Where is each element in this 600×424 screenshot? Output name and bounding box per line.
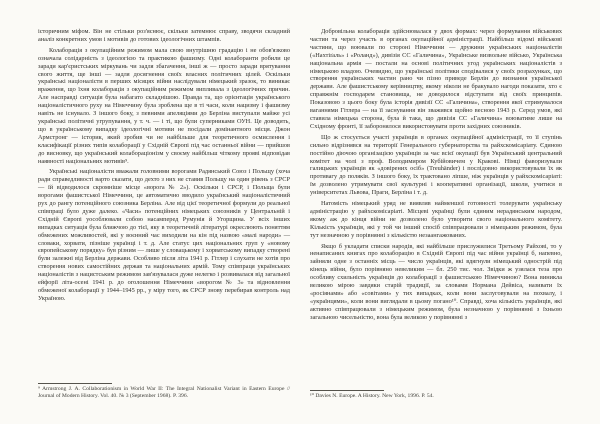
footnote-block: [38, 383, 290, 400]
paragraph: Колаборація з окупаційним режимом мала свою внутрішню градацію і не обов'язково означала солідарність з ідеологією та практикою фашизму. Одні колаборанти робили це заради кар'єристських міркувань чи задля збагачення, інші ж — просто заради врятування свого життя, ще інші — задля досягнення своїх власних політичних цілей. Оскільки українські націоналісти в перших місяцях війни наслідували німецький зразок, то виникає враження, що їхня колаборація з окупаційним режимом випливала з ідеологічних причин. Але насправді ситуація була набагато складнішою. Правда та, що орієнтація українського націоналістичного руху на Німеччину була зроблена ще в ті часи, коли нацизму і фашизму навіть не існувало. З іншого боку, з певними апеляціями до Берліна виступали майже усі українські політичні угрупування, у т. ч. — і ті, що були суперниками ОУН. Це доводить, що в українському випадку ідеологічні мотиви не посідали домінантного місця. Джон Армстронг — історик, який зробив чи не найбільше для теоретичного осмислення і класифікації різних типів колаборації у Східній Європі під час останньої війни — прийшов до висновку, що український колабораціонізм у своєму найбільш чіткому прояві відповідав наявності національних мотивів⁹.: [38, 46, 290, 165]
paragraph: Натомість німецький уряд не виявляв найменшої готовності толерувати українську адміністрацію у райхскомісаріаті. Місцеві українці були єдиним нерадянським народом, якому аж до кінця війни не дозволено було утворити свого національного комітету. Кількість українців, які у той чи інший спосіб співпрацювали з німецьким режимом, була тут незначною у порівнянні з кількістю незаангажованих.: [310, 200, 562, 239]
left-column-text: [38, 28, 290, 306]
paragraph: Добровільна колаборація здійснювалася у двох формах: через формування військових частин та через участь в органах окупаційної адміністрації. Найбільш відомі військові частини, що воювали по стороні Німеччини — дружини українських націоналістів («Нахтіґаль» і «Роланд»), дивізія СС «Галичина», Українське визвольне військо, Українська національна армія — постали на основі політичних угод українських націоналістів з німецькою владою. Очевидно, що українські політики сподівалися у своїх розрахунках, що створення українських частин рано чи пізно приведе Берлін до визнання української держави. Але фашистському керівництву, якому ніколи не бракувало нагоди показати, хто є справжнім господарем становища, не доводилося відступати від своїх принципів. Показовою з цього боку була історія дивізії СС «Галичина», створення якої стримувалося ваганнями Гітлера — на її заснування він зважився щойно весною 1943 р. Серед умов, які ставила німецька сторона, була й така, що дивізія СС «Галичина» воюватиме лише на Східному фронті, її заборонялося використовувати проти західних союзників.: [310, 28, 562, 130]
footnote-block: [310, 390, 562, 400]
footnote-separator: [310, 390, 384, 391]
right-column-text: [310, 28, 562, 325]
footnote-separator: [38, 383, 112, 384]
left-column: [38, 28, 290, 400]
paragraph: Українські націоналісти вважали головними ворогами Радянський Союз і Польщу (хоча ради справедливості варто сказати, що дехто з них не ставив Польщу на один рівень з СРСР — їй відводилося скромніше місце «ворога № 2»). Оскільки і СРСР, і Польща були ворогами фашистської Німеччини, це автоматично вводило український націоналістичний рух до рангу потенційного союзника Берліна. Але від цієї теоретичної формули до реальної співпраці було дуже далеко. «Часи» потенційних німецьких союзників у Центральній і Східній Європі уособлювали собою насамперед Румунія й Угорщина. У всіх інших випадках ситуація була ближчою до тієї, яку в теоретичній літературі окреслюють поняттям обмежених можливостей, які у воєнний час виходили на кін під назвою «малі народи» — словаки, хорвати, пізніше українці і т. д. Але статус цих національних груп у «новому європейському порядку» був різним — лише у словацькому і хорватському випадку створені були залежні від Берліна держави. Особливо після літа 1941 р. Гітлер і слухати не хотів про створення нових самостійних держав та національних армій. Тому співпраця українських націоналістів з нацистським режимом зав'язувалася дуже нелегко і розвивалася від загальної ейфорії літа-осені 1941 р. до оголошення Німеччини «ворогом № 3» та відновлення обмеженої колаборації у 1944–1945 рр., у міру того, як СРСР знову перебирав контроль над Україною.: [38, 168, 290, 302]
paragraph: Що ж стосується участі українців в органах окупаційної адміністрації, то її ступінь сильно відрізнявся на території Генерального губернаторства та райхскомісаріату. Єдиною постійно діючою організацією українців за час всієї окупації був Український центральний комітет на чолі з проф. Володимиром Кубійовичем у Кракові. Німці фаворизували галицьких українців як «довірених осіб» (Treuhänder) і послідовно використовували їх як противагу до поляків. З іншого боку, їх трактовано ліпше, ніж українців у райхскомісаріаті: їм дозволено утримувати свої культурні і кооперативні організації, школи, учитися в університетах Львова, Праги, Берліна і т. д.: [310, 133, 562, 197]
paragraph: історичним міфом. Він не стільки роз'яснює, скільки затемнює справу, зводячи складний аналіз конкретних умов і мотивів до готових ідеологічних штампів.: [38, 28, 290, 43]
footnote-citation: ¹⁰ Davies N. Europe. A History. New York, 1996. P. 54.: [310, 393, 434, 400]
paragraph: Якщо б укладати списки народів, які найбільше прислужилися Третьому Райхові, то у ненаписаних книгах про колаборацію в Східній Європі під час війни українці б, напевно, зайняли одне з останніх місць — число українців, які вдягнули німецький однострій під кінець війни, було порівняно невеликим — бл. 250 тис. чол. Звідки ж узялася теза про особливу схильність українців до колаборації з фашистською Німеччиною? Вона виникла великою мірою завдяки старій традиції, за словами Нормана Дейвіса, називати їх «росіянами» або «совітами» у тих випадках, коли вони заслуговували на похвалу, і «українцями», коли вони виглядали в цьому погано¹⁰. Справді, хоча кількість українців, які активно співпрацювали з німецьким режимом, була незначною у порівнянні з їхньою загальною чисельністю, вона була великою у порівнянні з: [310, 242, 562, 321]
footnote-citation: ⁹ Armstrong J. A. Collaborationism in World War II: The Integral Nationalist Variant in Eastern Europe // Journal of Modern History. Vol. 40. № 3 (September 1968). P. 396.: [38, 386, 290, 400]
right-column: [310, 28, 562, 400]
